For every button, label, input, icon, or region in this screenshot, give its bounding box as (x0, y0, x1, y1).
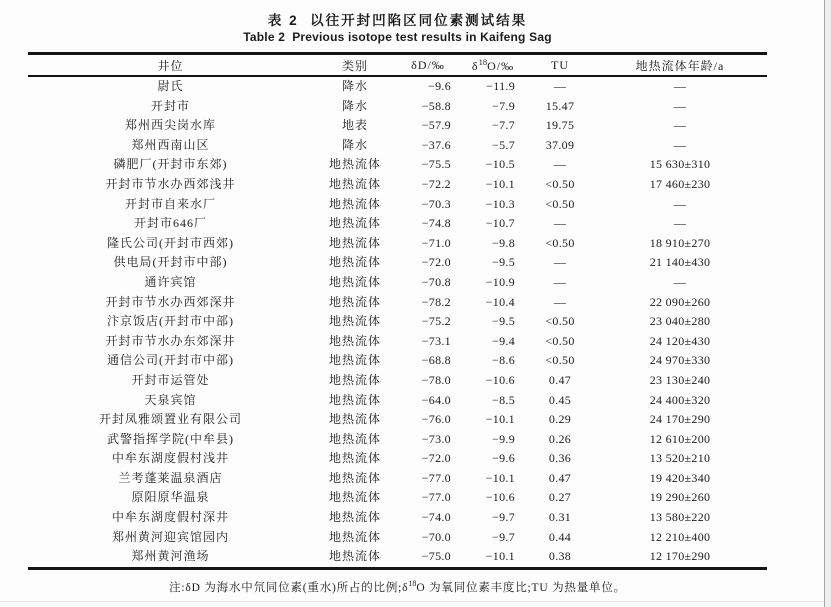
cell-well: 尉氏 (157, 79, 184, 93)
table-row (28, 547, 767, 568)
cell-age: — (673, 274, 687, 289)
cell-dD: −78.0 (421, 372, 451, 387)
cell-age: — (673, 196, 687, 211)
cell-type: 地热流体 (328, 392, 381, 407)
cell-type: 地热流体 (328, 549, 381, 564)
delta-symbol: δ (471, 58, 479, 73)
cell-tu: <0.50 (545, 314, 575, 329)
cell-well: 开封市自来水厂 (124, 196, 216, 211)
cell-well: 郑州黄河渔场 (131, 549, 210, 564)
cell-dD: −75.2 (421, 314, 451, 329)
cell-dD: −37.6 (421, 137, 451, 152)
table-row (28, 469, 767, 489)
cell-dD: −57.9 (421, 118, 451, 133)
cell-dO18: −10.1 (485, 412, 515, 427)
footnote-part2: O 为氧同位素丰度比;TU 为热量单位。 (416, 582, 626, 594)
cell-tu: 0.27 (548, 490, 572, 505)
table-row (28, 430, 767, 450)
cell-dO18: −9.9 (492, 431, 515, 446)
cell-dO18: −11.9 (486, 79, 515, 93)
cell-well: 开封凤雅颂置业有限公司 (98, 412, 242, 427)
cell-dO18: −10.3 (485, 196, 515, 211)
cell-tu: — (553, 255, 567, 270)
page-edge-line (0, 601, 824, 602)
cell-age: 15 630±310 (649, 157, 711, 172)
cell-dD: −72.0 (421, 451, 451, 466)
cell-dO18: −10.7 (485, 216, 515, 231)
header-age: 地热流体年龄/a (593, 54, 767, 77)
header-well: 井位 (28, 54, 313, 77)
table-row (28, 410, 767, 430)
cell-age: 23 130±240 (649, 372, 711, 387)
cell-dO18: −10.5 (485, 157, 515, 172)
cell-dO18: −9.5 (492, 255, 515, 270)
cell-well: 武警指挥学院(中牟县) (107, 431, 234, 446)
table-row (28, 528, 767, 548)
cell-age: 24 400±320 (649, 392, 711, 407)
cell-age: — (673, 137, 687, 152)
cell-well: 通许宾馆 (144, 274, 197, 289)
cell-dO18: −10.6 (485, 372, 515, 387)
cell-tu: <0.50 (545, 353, 575, 368)
table-footnote (28, 579, 767, 595)
cell-type: 地热流体 (328, 470, 381, 485)
cell-dO18: −10.4 (485, 294, 515, 309)
cell-dD: −74.0 (421, 510, 451, 525)
cell-dO18: −5.7 (492, 137, 515, 152)
cell-dD: −73.0 (421, 431, 451, 446)
cell-well: 通信公司(开封市中部) (107, 353, 234, 368)
table-row (28, 214, 767, 234)
cell-type: 地热流体 (328, 333, 381, 348)
cell-type: 地热流体 (328, 490, 381, 505)
cell-dO18: −7.9 (492, 98, 515, 113)
cell-well: 开封市646厂 (133, 216, 207, 231)
cell-age: 19 420±340 (649, 470, 711, 485)
cell-tu: 0.31 (548, 510, 572, 525)
cell-dO18: −7.7 (492, 118, 515, 133)
cell-type: 地热流体 (328, 451, 381, 466)
cell-age: 24 170±290 (649, 412, 711, 427)
cell-tu: 0.47 (548, 470, 572, 485)
cell-dD: −75.5 (421, 157, 451, 172)
cell-age: 23 040±280 (649, 314, 711, 329)
table-row (28, 371, 767, 391)
cell-tu: — (553, 79, 567, 93)
cell-tu: 0.36 (548, 451, 572, 466)
cell-type: 地热流体 (328, 529, 381, 544)
cell-well: 开封市运管处 (131, 372, 210, 387)
cell-well: 开封市节水办东郊深井 (105, 333, 236, 348)
isotope-results-table (28, 52, 767, 570)
cell-type: 降水 (341, 98, 368, 113)
cell-well: 开封市 (150, 98, 190, 113)
header-tu: TU (527, 54, 593, 77)
cell-age: 24 120±430 (649, 333, 711, 348)
table-row (28, 253, 767, 273)
cell-dD: −58.8 (421, 98, 451, 113)
cell-age: — (673, 98, 687, 113)
header-delta-d: δD/‰ (397, 54, 459, 77)
cell-well: 兰考蓬莱温泉酒店 (118, 470, 223, 485)
header-type: 类别 (313, 54, 397, 77)
cell-well: 隆氏公司(开封市西郊) (107, 235, 234, 250)
table-row (28, 332, 767, 352)
table-row (28, 155, 767, 175)
cell-dD: −78.2 (421, 294, 451, 309)
cell-age: 17 460±230 (649, 176, 711, 191)
cell-tu: 15.47 (545, 98, 575, 113)
cell-type: 地热流体 (328, 510, 381, 525)
cell-well: 郑州西尖岗水库 (124, 118, 216, 133)
header-delta-o18 (459, 54, 527, 77)
cell-dO18: −9.4 (492, 333, 515, 348)
cell-age: 21 140±430 (649, 255, 711, 270)
header-row (28, 54, 767, 77)
table-row (28, 312, 767, 332)
cell-type: 地热流体 (328, 176, 381, 191)
cell-well: 天泉宾馆 (144, 392, 197, 407)
cell-dD: −72.0 (421, 255, 451, 270)
cell-age: — (673, 118, 687, 133)
scrollbar-track[interactable] (824, 0, 831, 607)
cell-type: 地热流体 (328, 274, 381, 289)
cell-type: 降水 (341, 79, 368, 93)
cell-type: 降水 (341, 137, 368, 152)
cell-age: 12 170±290 (649, 549, 711, 564)
cell-type: 地热流体 (328, 294, 381, 309)
cell-dD: −77.0 (421, 470, 451, 485)
cell-tu: — (553, 274, 567, 289)
table-row (28, 136, 767, 156)
table-row (28, 116, 767, 136)
cell-age: 13 580±220 (649, 510, 711, 525)
cell-dO18: −8.5 (492, 392, 515, 407)
cell-type: 地热流体 (328, 255, 381, 270)
cell-well: 中牟东湖度假村浅井 (111, 451, 229, 466)
cell-tu: 0.45 (548, 392, 572, 407)
table-row (28, 234, 767, 254)
cell-well: 汴京饭店(开封市中部) (107, 314, 234, 329)
table-body (28, 76, 767, 568)
cell-dD: −70.0 (421, 529, 451, 544)
cell-dD: −76.0 (421, 412, 451, 427)
footnote-part1: 注:δD 为海水中氘同位素(重水)所占的比例;δ (169, 582, 409, 594)
cell-age: — (673, 79, 687, 93)
cell-dD: −73.1 (421, 333, 451, 348)
cell-type: 地热流体 (328, 431, 381, 446)
cell-tu: <0.50 (545, 235, 575, 250)
o18-unit: O/‰ (487, 58, 515, 73)
cell-well: 开封市节水办西郊深井 (105, 294, 236, 309)
cell-dD: −75.0 (421, 549, 451, 564)
table-row (28, 351, 767, 371)
table-row (28, 488, 767, 508)
cell-tu: <0.50 (545, 176, 575, 191)
table-row (28, 175, 767, 195)
cell-tu: 0.26 (548, 431, 572, 446)
cell-type: 地热流体 (328, 372, 381, 387)
cell-dO18: −9.8 (492, 235, 515, 250)
cell-dD: −70.3 (421, 196, 451, 211)
cell-dO18: −10.1 (485, 470, 515, 485)
cell-age: — (673, 216, 687, 231)
cell-well: 原阳原华温泉 (131, 490, 210, 505)
cell-type: 地表 (341, 118, 368, 133)
cell-well: 中牟东湖度假村深井 (111, 510, 229, 525)
cell-tu: 0.29 (548, 412, 572, 427)
table-row (28, 76, 767, 97)
cell-dO18: −10.9 (485, 274, 515, 289)
footnote-superscript-18: 18 (408, 579, 417, 589)
cell-tu: 19.75 (545, 118, 575, 133)
cell-dO18: −9.7 (492, 510, 515, 525)
cell-dO18: −10.1 (485, 549, 515, 564)
cell-dD: −74.8 (421, 216, 451, 231)
cell-dO18: −9.5 (492, 314, 515, 329)
cell-well: 供电局(开封市中部) (113, 255, 228, 270)
cell-dD: −68.8 (421, 353, 451, 368)
cell-dO18: −10.6 (485, 490, 515, 505)
cell-age: 22 090±260 (649, 294, 711, 309)
table-row (28, 449, 767, 469)
cell-type: 地热流体 (328, 353, 381, 368)
cell-age: 12 210±400 (649, 529, 711, 544)
table-row (28, 391, 767, 411)
cell-tu: <0.50 (545, 333, 575, 348)
cell-well: 磷肥厂(开封市东郊) (113, 157, 228, 172)
cell-type: 地热流体 (328, 235, 381, 250)
cell-type: 地热流体 (328, 216, 381, 231)
cell-type: 地热流体 (328, 314, 381, 329)
cell-dD: −72.2 (421, 176, 451, 191)
table-title-zh: 表 2 以往开封凹陷区同位素测试结果 (267, 13, 528, 28)
cell-well: 郑州西南山区 (131, 137, 210, 152)
cell-dO18: −8.6 (492, 353, 515, 368)
cell-age: 18 910±270 (649, 235, 711, 250)
cell-tu: 37.09 (545, 137, 575, 152)
table-title-en: Table 2 Previous isotope test results in Kaifeng Sag (243, 30, 552, 44)
cell-age: 19 290±260 (649, 490, 711, 505)
table-header (28, 54, 767, 77)
cell-type: 地热流体 (328, 157, 381, 172)
cell-age: 12 610±200 (649, 431, 711, 446)
table-row (28, 195, 767, 215)
table-row (28, 508, 767, 528)
cell-dD: −9.6 (428, 79, 451, 93)
cell-type: 地热流体 (328, 196, 381, 211)
cell-tu: — (553, 157, 567, 172)
cell-dO18: −9.7 (492, 529, 515, 544)
table-row (28, 273, 767, 293)
cell-dD: −70.8 (421, 274, 451, 289)
cell-tu: — (553, 216, 567, 231)
table-row (28, 97, 767, 117)
table-row (28, 293, 767, 313)
cell-tu: <0.50 (545, 196, 575, 211)
cell-type: 地热流体 (328, 412, 381, 427)
cell-age: 24 970±330 (649, 353, 711, 368)
cell-dO18: −9.6 (492, 451, 515, 466)
cell-tu: 0.47 (548, 372, 572, 387)
superscript-18: 18 (478, 56, 488, 67)
cell-well: 开封市节水办西郊浅井 (105, 176, 236, 191)
cell-dD: −64.0 (421, 392, 451, 407)
cell-dD: −71.0 (421, 235, 451, 250)
cell-dD: −77.0 (421, 490, 451, 505)
cell-tu: 0.38 (548, 549, 572, 564)
cell-age: 13 520±210 (649, 451, 711, 466)
cell-tu: 0.44 (548, 529, 572, 544)
cell-tu: — (553, 294, 567, 309)
cell-well: 郑州黄河迎宾馆园内 (111, 529, 229, 544)
cell-dO18: −10.1 (485, 176, 515, 191)
